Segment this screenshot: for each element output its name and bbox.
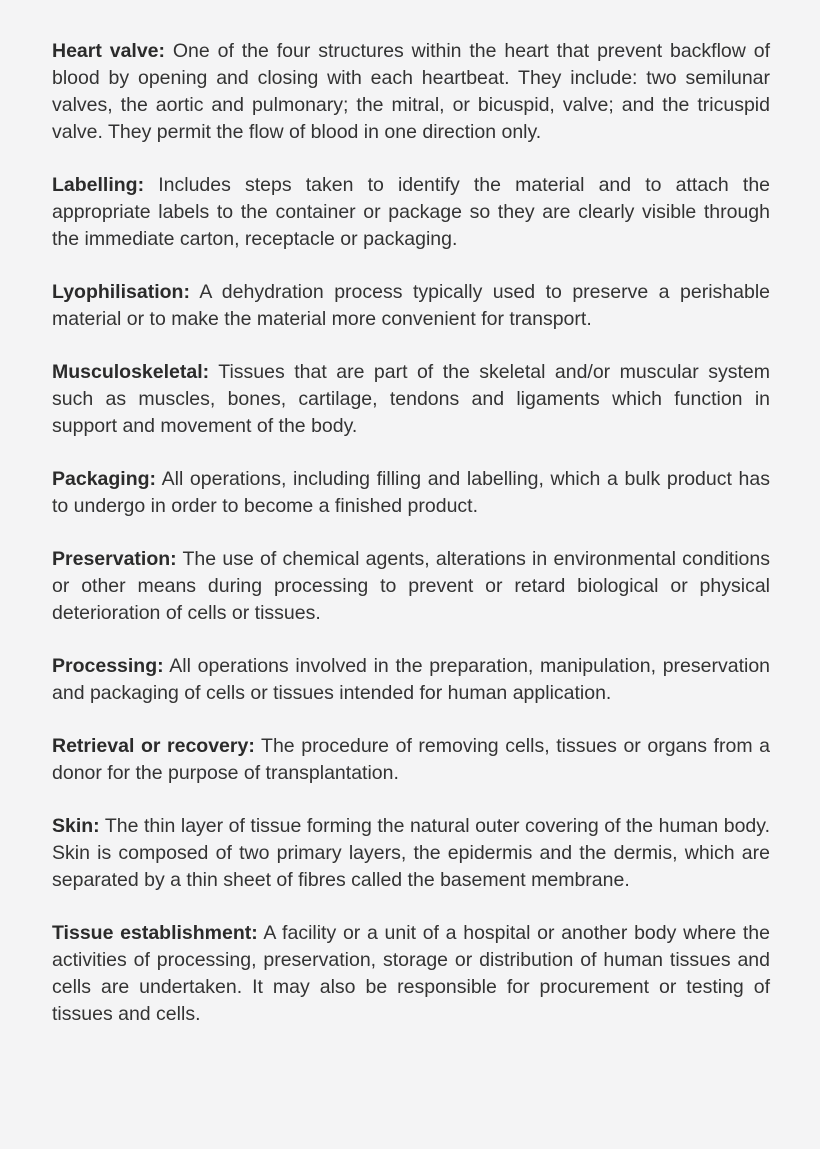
glossary-entry	[52, 920, 770, 1028]
glossary-definition: A facility or a unit of a hospital or another body where the activities of processing, preservation, storage or distribution of human tissues and cells are undertaken. It may also be responsible for procurement or testing of tissues and cells.	[52, 922, 770, 1025]
glossary-term: Packaging:	[52, 468, 157, 490]
glossary-definition: The thin layer of tissue forming the natural outer covering of the human body. Skin is composed of two primary layers, the epidermis and the dermis, which are separated by a thin sheet of fibres called the basement membrane.	[52, 815, 770, 891]
glossary-definition: The use of chemical agents, alterations in environmental conditions or other means during processing to prevent or retard biological or physical deterioration of cells or tissues.	[52, 548, 770, 624]
glossary-entry	[52, 172, 770, 253]
glossary-term: Retrieval or recovery:	[52, 735, 255, 757]
glossary-term: Labelling:	[52, 174, 145, 196]
glossary-entry	[52, 653, 770, 707]
glossary-definition: Includes steps taken to identify the material and to attach the appropriate labels to the container or package so they are clearly visible through the immediate carton, receptacle or packaging.	[52, 174, 771, 250]
glossary-entry	[52, 466, 770, 520]
glossary-term: Processing:	[52, 655, 164, 677]
glossary-term: Lyophilisation:	[52, 281, 190, 303]
glossary-definition: All operations involved in the preparation, manipulation, preservation and packaging of cells or tissues intended for human application.	[52, 655, 771, 704]
glossary-list	[52, 38, 770, 1028]
glossary-entry	[52, 813, 770, 894]
glossary-definition: Tissues that are part of the skeletal and/or muscular system such as muscles, bones, cartilage, tendons and ligaments which function in support and movement of the body.	[52, 361, 770, 437]
glossary-entry	[52, 733, 770, 787]
glossary-term: Skin:	[52, 815, 100, 837]
glossary-term: Musculoskeletal:	[52, 361, 210, 383]
glossary-entry	[52, 279, 770, 333]
glossary-term: Preservation:	[52, 548, 177, 570]
glossary-definition: All operations, including filling and labelling, which a bulk product has to undergo in order to become a finished product.	[52, 468, 770, 517]
glossary-entry	[52, 359, 770, 440]
glossary-definition: A dehydration process typically used to preserve a perishable material or to make the material more convenient for transport.	[52, 281, 770, 330]
glossary-definition: The procedure of removing cells, tissues or organs from a donor for the purpose of transplantation.	[52, 735, 770, 784]
glossary-term: Heart valve:	[52, 40, 166, 62]
glossary-term: Tissue establishment:	[52, 922, 258, 944]
glossary-entry	[52, 546, 770, 627]
glossary-definition: One of the four structures within the heart that prevent backflow of blood by opening and closing with each heartbeat. They include: two semilunar valves, the aortic and pulmonary; the mitral, or bicuspid, valve; and the tricuspid valve. They permit the flow of blood in one direction only.	[52, 40, 770, 143]
glossary-entry	[52, 38, 770, 146]
